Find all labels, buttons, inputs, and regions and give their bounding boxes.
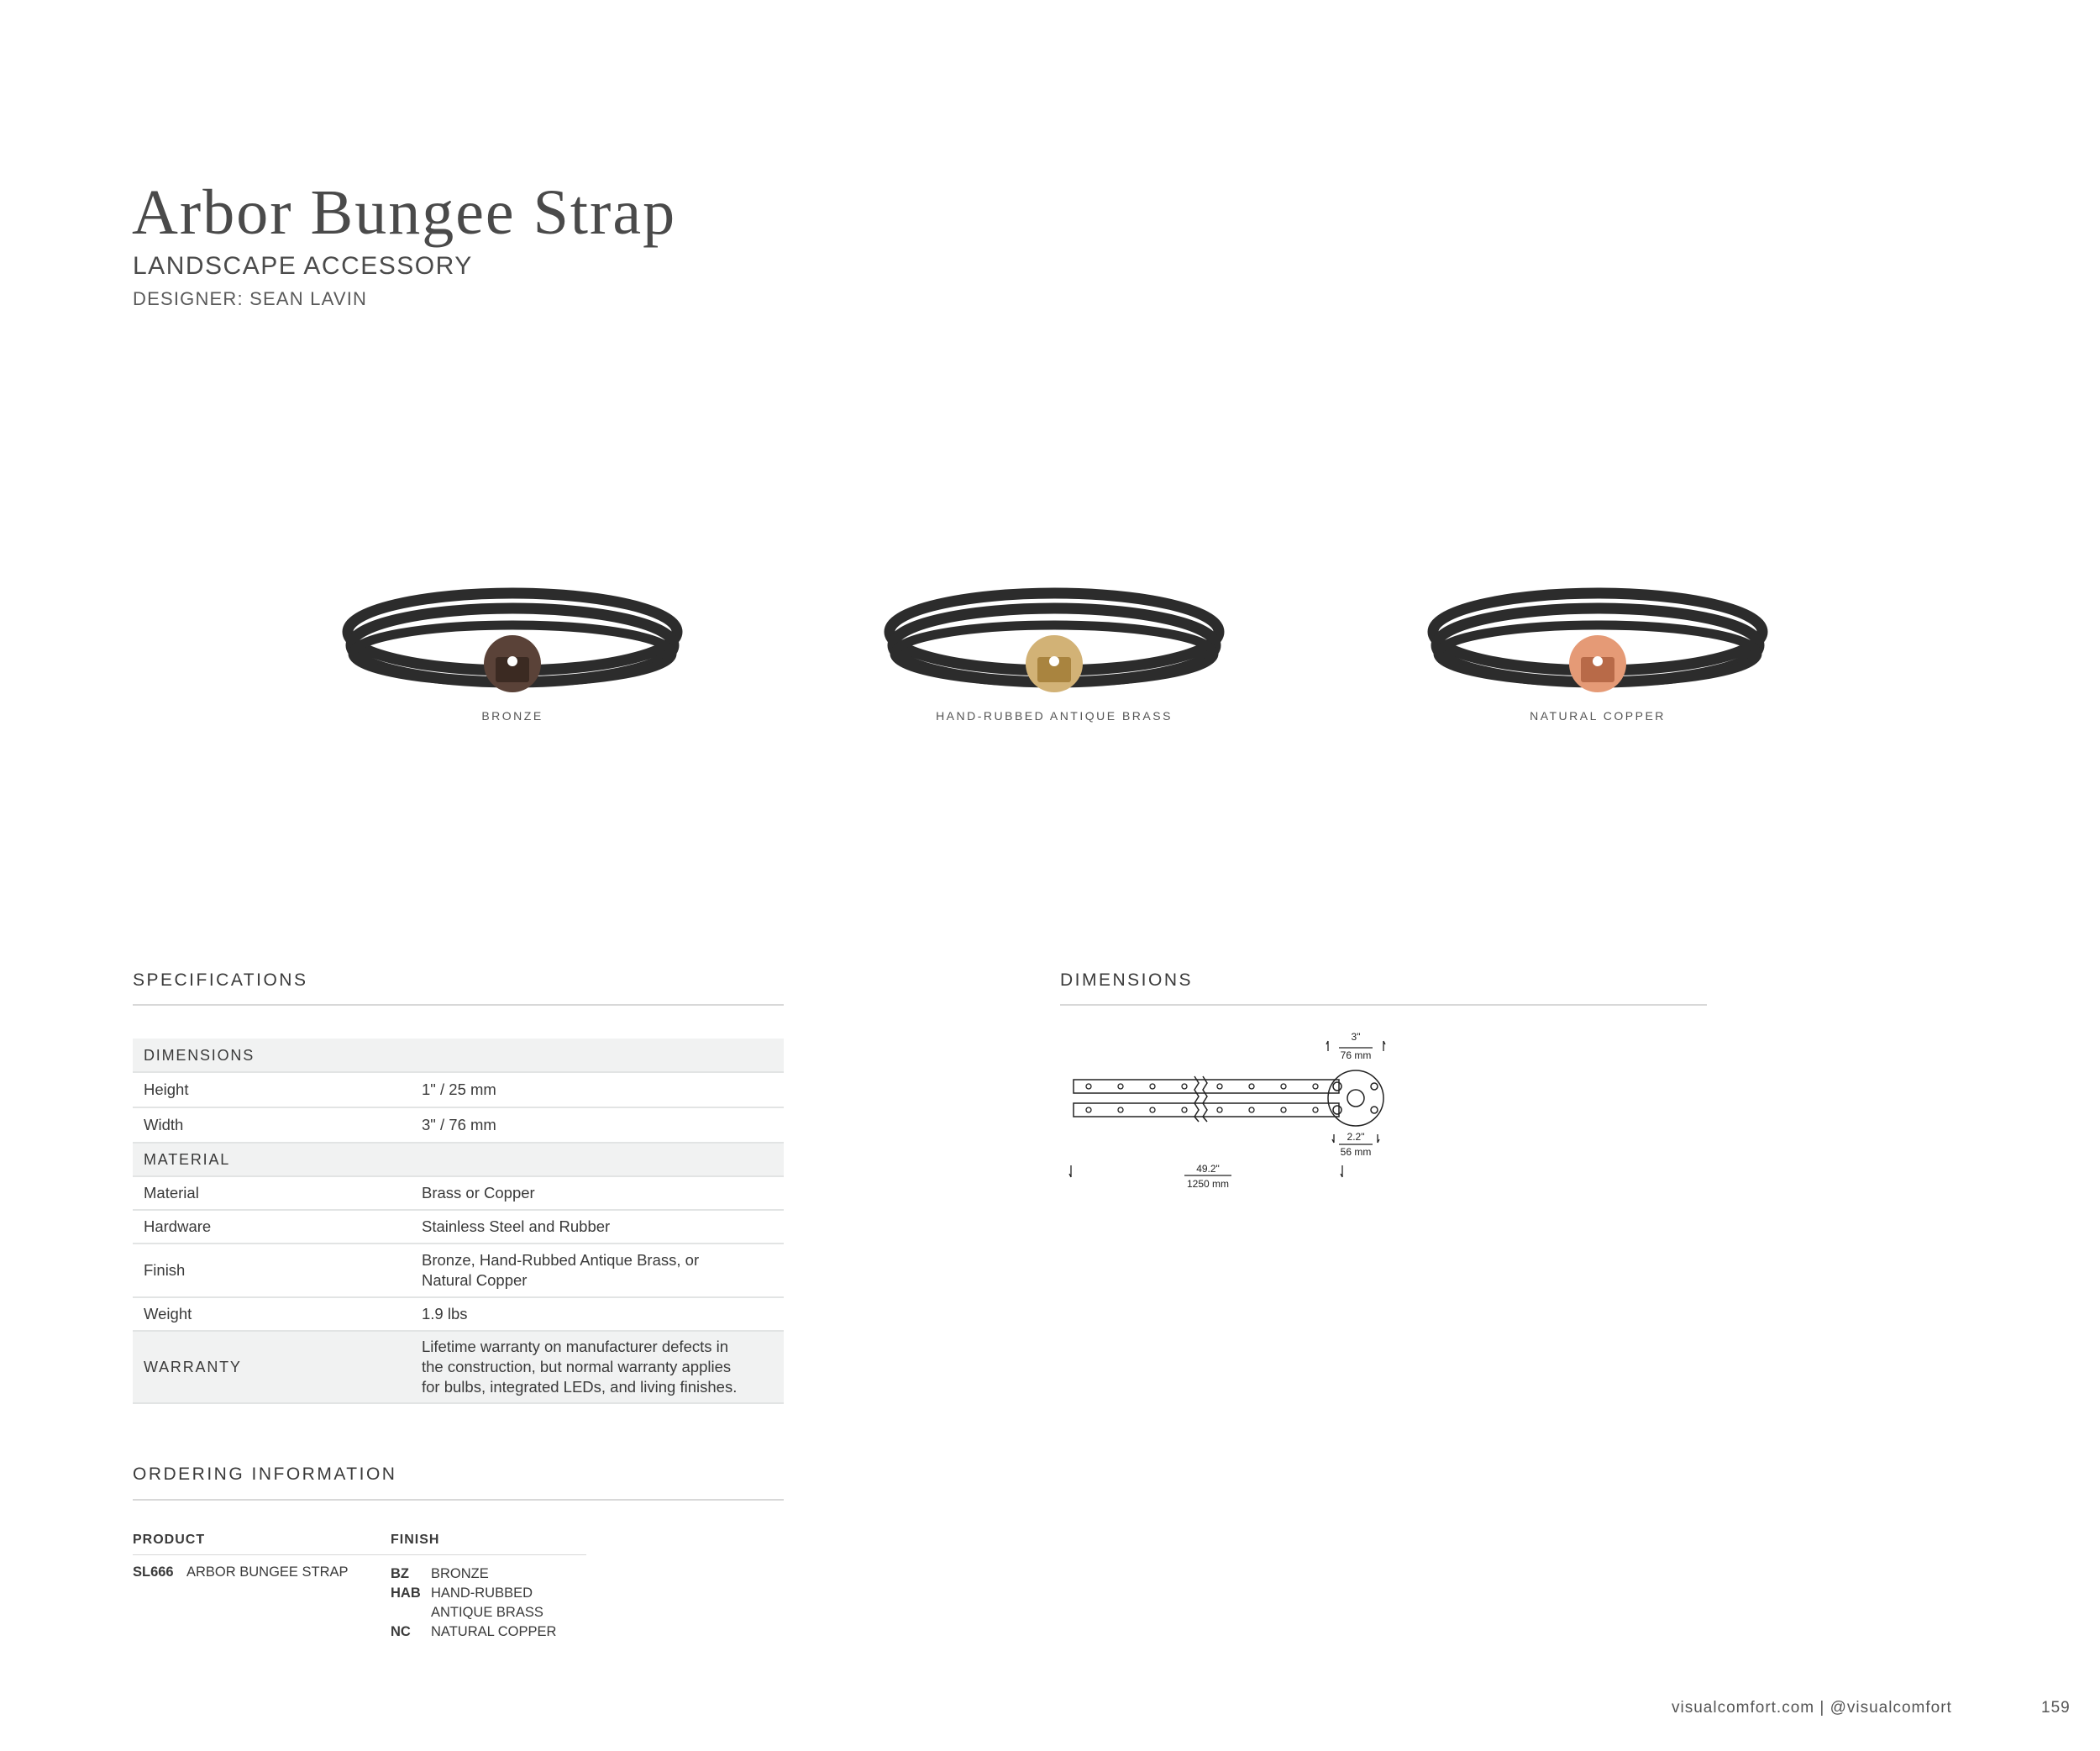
strap-illustration-copper [1425, 580, 1770, 706]
spec-group-dimensions: DIMENSIONS [133, 1039, 411, 1072]
spec-row-height [133, 1072, 784, 1107]
spec-row-warranty [133, 1331, 784, 1403]
spec-value: 1" / 25 mm [411, 1072, 784, 1107]
strap-illustration-bronze [340, 580, 685, 706]
dim-mid-inches: 2.2" [1347, 1131, 1365, 1143]
product-name: ARBOR BUNGEE STRAP [186, 1564, 349, 1580]
spec-value-line: the construction, but normal warranty applies [422, 1358, 732, 1375]
spec-label: WARRANTY [133, 1331, 411, 1403]
product-code: SL666 [133, 1564, 174, 1580]
finish-name: HAND-RUBBED [431, 1585, 533, 1601]
dim-mid-mm: 56 mm [1340, 1146, 1372, 1158]
strap-illustration-brass [882, 580, 1226, 706]
spec-value: Brass or Copper [411, 1176, 784, 1210]
page-number: 159 [2041, 1699, 2071, 1717]
spec-value-line: for bulbs, integrated LEDs, and living finishes. [422, 1378, 738, 1396]
spec-row-hardware [133, 1210, 784, 1244]
ordering-heading: ORDERING INFORMATION [133, 1464, 397, 1484]
product-image-brass [882, 580, 1226, 723]
dim-length-inches: 49.2" [1196, 1163, 1220, 1175]
ordering-table-divider [133, 1554, 586, 1555]
spec-group-material: MATERIAL [133, 1143, 411, 1176]
ordering-product-header: PRODUCT [133, 1533, 206, 1547]
finish-name: NATURAL COPPER [431, 1624, 557, 1639]
specifications-table [133, 1039, 784, 1404]
spec-label: Material [133, 1176, 411, 1210]
finish-name: ANTIQUE BRASS [431, 1605, 543, 1620]
spec-label: Width [133, 1107, 411, 1143]
spec-value-line: Bronze, Hand-Rubbed Antique Brass, or [422, 1251, 700, 1269]
product-image-bronze [340, 580, 685, 723]
spec-row-material [133, 1176, 784, 1210]
spec-value: 1.9 lbs [411, 1297, 784, 1331]
spec-label: Height [133, 1072, 411, 1107]
spec-value-line: Natural Copper [422, 1271, 528, 1289]
spec-value [411, 1244, 784, 1297]
finish-item [391, 1584, 556, 1603]
finish-item [391, 1564, 556, 1584]
spec-section-dimensions [133, 1039, 784, 1072]
finish-caption-copper: NATURAL COPPER [1530, 709, 1666, 723]
spec-value [411, 1331, 784, 1403]
spec-label: Weight [133, 1297, 411, 1331]
specifications-divider [133, 1004, 784, 1006]
spec-value-line: Lifetime warranty on manufacturer defects in [422, 1338, 729, 1355]
dimension-drawing [1060, 1029, 1413, 1206]
ordering-product [133, 1564, 349, 1580]
dim-top-mm: 76 mm [1340, 1049, 1372, 1061]
dim-length-mm: 1250 mm [1186, 1178, 1230, 1190]
spec-value: 3" / 76 mm [411, 1107, 784, 1143]
finish-name: BRONZE [431, 1566, 489, 1581]
finish-item [391, 1622, 556, 1642]
finish-item [391, 1603, 556, 1622]
dimensions-heading: DIMENSIONS [1060, 970, 1194, 990]
dim-top-inches: 3" [1351, 1031, 1361, 1043]
finish-caption-bronze: BRONZE [481, 709, 543, 723]
designer-credit: DESIGNER: SEAN LAVIN [133, 288, 368, 309]
product-category: LANDSCAPE ACCESSORY [133, 252, 473, 280]
page-title: Arbor Bungee Strap [132, 177, 677, 248]
finish-code: HAB [391, 1585, 421, 1601]
finish-list [391, 1564, 556, 1642]
spec-section-material [133, 1143, 784, 1176]
finish-code: NC [391, 1624, 411, 1639]
finish-code: BZ [391, 1566, 409, 1581]
footer-website-link[interactable]: visualcomfort.com | @visualcomfort [1672, 1699, 1952, 1717]
dimensions-divider [1060, 1004, 1707, 1006]
product-image-copper [1425, 580, 1770, 723]
spec-label: Hardware [133, 1210, 411, 1244]
spec-value: Stainless Steel and Rubber [411, 1210, 784, 1244]
ordering-divider [133, 1499, 784, 1501]
finish-caption-brass: HAND-RUBBED ANTIQUE BRASS [936, 709, 1173, 723]
spec-row-width [133, 1107, 784, 1143]
spec-label: Finish [133, 1244, 411, 1297]
spec-row-finish [133, 1244, 784, 1297]
ordering-finish-header: FINISH [391, 1533, 440, 1547]
spec-row-weight [133, 1297, 784, 1331]
specifications-heading: SPECIFICATIONS [133, 970, 308, 990]
